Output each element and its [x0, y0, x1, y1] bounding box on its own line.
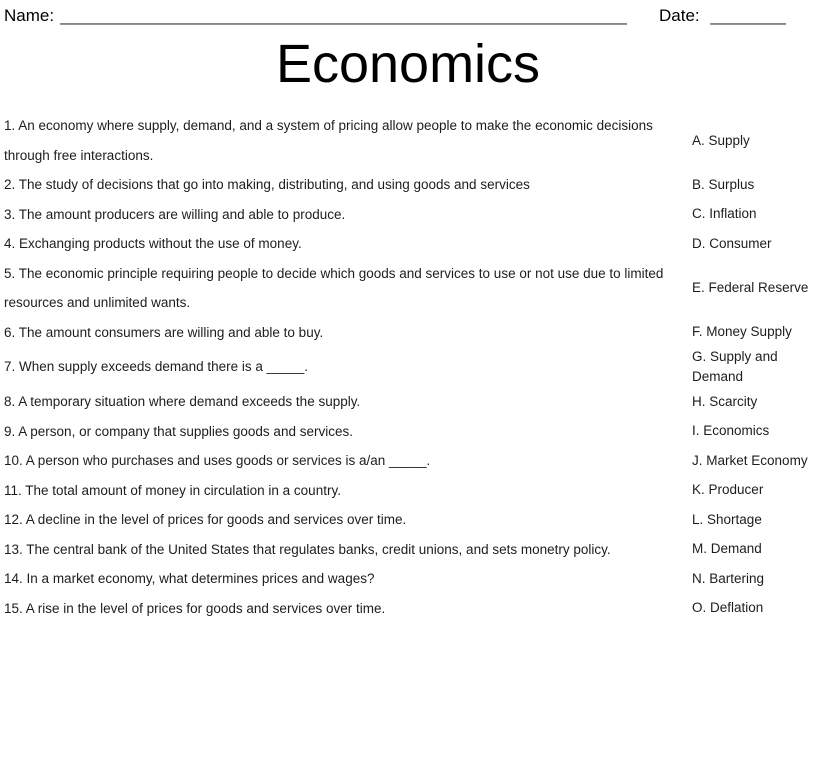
- question-number: 4.: [4, 236, 16, 251]
- name-blank-line: ____________________________________________________________: [60, 6, 628, 25]
- answer-term: Scarcity: [709, 393, 758, 409]
- matching-row-1: [0, 111, 816, 170]
- question-number: 9.: [4, 423, 16, 439]
- answer-letter: K.: [692, 482, 705, 498]
- answer-option-c: [668, 200, 816, 230]
- date-label: Date:: [658, 6, 700, 25]
- question-text: The central bank of the United States that regulates banks, credit unions, and sets monetry policy.: [26, 541, 611, 557]
- question-6: [0, 318, 668, 348]
- answer-term: Federal Reserve: [708, 280, 809, 295]
- answer-term: Deflation: [710, 600, 764, 616]
- matching-row-2: [0, 170, 816, 200]
- question-8: [0, 387, 668, 417]
- answer-term: Supply: [708, 132, 750, 148]
- question-text: The study of decisions that go into making, distributing, and using goods and services: [18, 177, 530, 192]
- question-text: When supply exceeds demand there is a _____.: [19, 359, 308, 375]
- question-text: A person who purchases and uses goods or services is a/an _____.: [25, 453, 431, 468]
- matching-row-14: [0, 564, 816, 594]
- answer-option-l: [668, 505, 816, 535]
- question-text: An economy where supply, demand, and a system of pricing allow people to make the economic decisions through free interactions.: [4, 118, 653, 163]
- question-15: [0, 594, 668, 624]
- matching-row-12: [0, 505, 816, 535]
- page-title: Economics: [275, 34, 541, 94]
- question-3: [0, 200, 668, 230]
- question-text: The amount producers are willing and able to produce.: [18, 206, 346, 222]
- answer-option-n: [668, 564, 816, 594]
- question-number: 5.: [4, 265, 16, 281]
- question-text: A temporary situation where demand exceeds the supply.: [18, 394, 361, 409]
- question-text: The total amount of money in circulation in a country.: [25, 482, 341, 498]
- question-12: [0, 505, 668, 535]
- question-number: 10.: [4, 453, 23, 468]
- answer-term: Economics: [703, 423, 770, 439]
- answer-option-o: [668, 594, 816, 624]
- answer-letter: B.: [692, 176, 705, 192]
- matching-row-8: [0, 387, 816, 417]
- answer-term: Inflation: [709, 206, 757, 222]
- matching-row-15: [0, 594, 816, 624]
- question-text: A person, or company that supplies goods and services.: [18, 423, 353, 439]
- question-13: [0, 535, 668, 565]
- question-number: 15.: [4, 600, 23, 616]
- answer-option-a: [668, 111, 816, 170]
- question-number: 14.: [4, 571, 23, 586]
- answer-letter: J.: [692, 452, 703, 468]
- answer-term: Producer: [708, 482, 764, 498]
- answer-term: Surplus: [708, 176, 755, 192]
- question-7: [0, 347, 668, 387]
- question-5: [0, 259, 668, 318]
- matching-row-4: [0, 229, 816, 259]
- answer-term: Bartering: [709, 570, 765, 586]
- question-text: A decline in the level of prices for goods and services over time.: [25, 512, 407, 527]
- answer-option-j: [668, 446, 816, 476]
- answer-letter: C.: [692, 206, 706, 222]
- question-11: [0, 476, 668, 506]
- question-number: 13.: [4, 541, 23, 557]
- answer-option-k: [668, 476, 816, 506]
- answer-letter: I.: [692, 423, 700, 439]
- answer-option-f: [668, 318, 816, 348]
- question-1: [0, 111, 668, 170]
- answer-option-g: [668, 347, 816, 387]
- answer-letter: G.: [692, 349, 707, 364]
- name-label: Name:: [4, 6, 55, 25]
- question-14: [0, 564, 668, 594]
- matching-row-5: [0, 259, 816, 318]
- answer-letter: M.: [692, 541, 707, 557]
- answer-option-m: [668, 535, 816, 565]
- answer-letter: O.: [692, 600, 707, 616]
- question-number: 7.: [4, 359, 16, 375]
- matching-row-7: [0, 347, 816, 387]
- answer-term: Consumer: [709, 235, 772, 251]
- question-4: [0, 229, 668, 259]
- matching-row-13: [0, 535, 816, 565]
- question-number: 8.: [4, 394, 16, 409]
- answer-term: Market Economy: [706, 452, 808, 468]
- answer-term: Shortage: [707, 511, 762, 527]
- question-number: 2.: [4, 177, 16, 192]
- question-10: [0, 446, 668, 476]
- date-group: [659, 5, 786, 27]
- question-text: Exchanging products without the use of money.: [19, 236, 302, 251]
- answer-letter: D.: [692, 235, 706, 251]
- question-text: The economic principle requiring people to decide which goods and services to use or not use due to limited resources and unlimited wants.: [4, 265, 664, 310]
- question-number: 1.: [4, 118, 16, 133]
- matching-row-9: [0, 417, 816, 447]
- answer-term: Demand: [710, 541, 762, 557]
- question-2: [0, 170, 668, 200]
- answer-letter: L.: [692, 511, 704, 527]
- matching-table: [0, 111, 816, 623]
- matching-row-3: [0, 200, 816, 230]
- answer-letter: F.: [692, 324, 703, 340]
- matching-row-11: [0, 476, 816, 506]
- answer-option-e: [668, 259, 816, 318]
- answer-letter: H.: [692, 393, 706, 409]
- answer-letter: E.: [692, 280, 705, 295]
- question-number: 3.: [4, 206, 16, 222]
- answer-term: Money Supply: [706, 324, 792, 340]
- answer-option-b: [668, 170, 816, 200]
- answer-term: Supply and Demand: [692, 349, 778, 384]
- question-number: 12.: [4, 512, 23, 527]
- answer-letter: N.: [692, 570, 706, 586]
- question-number: 11.: [4, 482, 22, 498]
- answer-option-i: [668, 417, 816, 447]
- question-text: A rise in the level of prices for goods and services over time.: [25, 600, 386, 616]
- question-9: [0, 417, 668, 447]
- question-number: 6.: [4, 324, 16, 340]
- matching-row-10: [0, 446, 816, 476]
- answer-letter: A.: [692, 132, 705, 148]
- matching-row-6: [0, 318, 816, 348]
- answer-option-h: [668, 387, 816, 417]
- answer-option-d: [668, 229, 816, 259]
- date-blank-line: ________: [710, 6, 786, 25]
- question-text: The amount consumers are willing and able to buy.: [18, 324, 324, 340]
- worksheet-header: [0, 0, 816, 27]
- question-text: In a market economy, what determines prices and wages?: [26, 571, 375, 586]
